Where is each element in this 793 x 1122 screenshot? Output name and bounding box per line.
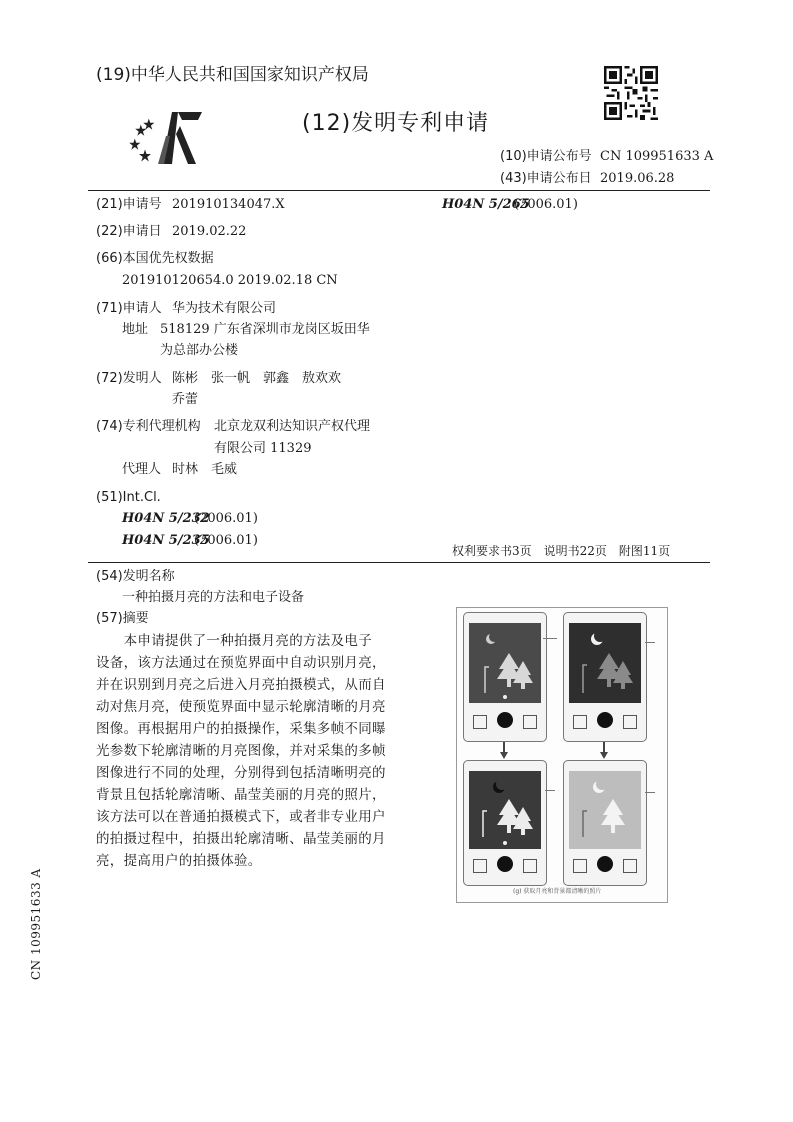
- switch-camera-icon[interactable]: [523, 859, 537, 873]
- shutter-button-icon[interactable]: [497, 856, 513, 872]
- invention-title-label: (54)发明名称: [96, 569, 175, 584]
- gallery-icon[interactable]: [473, 715, 487, 729]
- tree-icon: [497, 799, 533, 835]
- tree-icon: [597, 653, 633, 689]
- inventors-line-1: 陈彬 张一帆 郭鑫 敖欢欢: [172, 371, 342, 386]
- lamp-post-icon: [583, 811, 587, 837]
- int-cl-2-version: (2006.01): [194, 533, 258, 548]
- shutter-button-icon[interactable]: [597, 712, 613, 728]
- qr-code-icon: [604, 66, 658, 120]
- header-divider: [88, 190, 710, 191]
- agency-label: (74)专利代理机构: [96, 419, 201, 434]
- phone-mockup: [563, 612, 647, 742]
- moon-scene: [569, 623, 641, 703]
- int-cl-label: (51)Int.Cl.: [96, 490, 161, 505]
- switch-camera-icon[interactable]: [523, 715, 537, 729]
- applicant-label: (71)申请人: [96, 301, 162, 316]
- abstract-line: 设备，该方法通过在预览界面中自动识别月亮，: [96, 655, 386, 671]
- camera-preview-screen: [569, 623, 641, 703]
- phone-mockup: [563, 760, 647, 886]
- switch-camera-icon[interactable]: [623, 859, 637, 873]
- abstract-line: 背景且包括轮廓清晰、晶莹美丽的月亮的照片，: [96, 787, 386, 803]
- invention-title: 一种拍摄月亮的方法和电子设备: [122, 590, 305, 605]
- shutter-button-icon[interactable]: [597, 856, 613, 872]
- agent-label: 代理人: [122, 462, 162, 477]
- moon-scene: [469, 623, 541, 703]
- priority-label: (66)本国优先权数据: [96, 251, 214, 266]
- phone-mockup: [463, 760, 547, 886]
- lamp-post-icon: [485, 667, 489, 693]
- int-cl-1-version: (2006.01): [194, 511, 258, 526]
- publication-date-label: (43)申请公布日: [500, 171, 592, 186]
- shutter-button-icon[interactable]: [497, 712, 513, 728]
- callout-line: [543, 638, 557, 639]
- abstract-line: 本申请提供了一种拍摄月亮的方法及电子: [96, 633, 372, 649]
- gallery-icon[interactable]: [473, 859, 487, 873]
- abstract-line: 动对焦月亮，使预览界面中显示轮廓清晰的月亮: [96, 699, 386, 715]
- document-type-title: (12)发明专利申请: [302, 111, 490, 136]
- phone-mockup: [463, 612, 547, 742]
- camera-controls: [469, 705, 541, 735]
- callout-line: [545, 790, 555, 791]
- agency-line-2: 有限公司 11329: [214, 441, 312, 456]
- abstract-line: 亮，提高用户的拍摄体验。: [96, 853, 262, 869]
- tree-icon: [601, 799, 625, 833]
- abstract-figure: [456, 607, 668, 903]
- ipc-main-version: (2006.01): [514, 197, 578, 212]
- abstract-line: 图像。再根据用户的拍摄操作，采集多帧不同曝: [96, 721, 386, 737]
- address-line-1: 518129 广东省深圳市龙岗区坂田华: [160, 322, 370, 337]
- camera-controls: [569, 849, 641, 879]
- gallery-icon[interactable]: [573, 715, 587, 729]
- gallery-icon[interactable]: [573, 859, 587, 873]
- moon-scene: [569, 771, 641, 849]
- office-name: (19)中华人民共和国国家知识产权局: [96, 65, 369, 85]
- int-cl-1: H04N 5/232: [122, 511, 210, 526]
- tree-icon: [497, 653, 533, 689]
- abstract-label: (57)摘要: [96, 611, 149, 626]
- application-date: 2019.02.22: [172, 224, 247, 239]
- inventors-line-2: 乔蕾: [172, 392, 199, 407]
- flow-arrow-shaft: [603, 742, 605, 752]
- application-number-label: (21)申请号: [96, 197, 162, 212]
- photo-result-screen: [569, 771, 641, 849]
- abstract-text: [96, 630, 386, 872]
- side-publication-number: CN 109951633 A: [29, 868, 43, 980]
- application-date-label: (22)申请日: [96, 224, 162, 239]
- camera-controls: [569, 705, 641, 735]
- int-cl-2: H04N 5/235: [122, 533, 210, 548]
- abstract-line: 的拍摄过程中，拍摄出轮廓清晰、晶莹美丽的月: [96, 831, 386, 847]
- lamp-post-icon: [483, 811, 487, 837]
- moon-scene: [469, 771, 541, 849]
- camera-preview-screen: [469, 623, 541, 703]
- address-label: 地址: [122, 322, 149, 337]
- publication-number-label: (10)申请公布号: [500, 149, 592, 164]
- cnipa-logo-icon: [128, 106, 210, 168]
- lamp-post-icon: [583, 665, 587, 693]
- priority-data: 201910120654.0 2019.02.18 CN: [122, 273, 338, 288]
- agency-line-1: 北京龙双利达知识产权代理: [214, 419, 371, 434]
- flow-arrow-shaft: [503, 742, 505, 752]
- camera-controls: [469, 849, 541, 879]
- abstract-line: 该方法可以在普通拍摄模式下，或者非专业用户: [96, 809, 386, 825]
- callout-line: [645, 642, 655, 643]
- abstract-line: 图像进行不同的处理，分别得到包括清晰明亮的: [96, 765, 386, 781]
- application-number: 201910134047.X: [172, 197, 285, 212]
- publication-date: 2019.06.28: [600, 171, 675, 186]
- abstract-line: 并在识别到月亮之后进入月亮拍摄模式，从而自: [96, 677, 386, 693]
- applicant: 华为技术有限公司: [172, 301, 277, 316]
- page-counts: 权利要求书3页 说明书22页 附图11页: [452, 544, 671, 558]
- publication-number: CN 109951633 A: [600, 149, 714, 164]
- flow-arrow-down: [500, 752, 508, 759]
- abstract-line: 光参数下轮廓清晰的月亮图像，并对采集的多帧: [96, 743, 386, 759]
- callout-line: [645, 792, 655, 793]
- address-line-2: 为总部办公楼: [160, 343, 239, 358]
- agents: 时林 毛威: [172, 462, 238, 477]
- switch-camera-icon[interactable]: [623, 715, 637, 729]
- ipc-main-class: H04N 5/265: [442, 197, 530, 212]
- inventors-label: (72)发明人: [96, 371, 162, 386]
- flow-arrow-down: [600, 752, 608, 759]
- camera-preview-screen: [469, 771, 541, 849]
- figure-caption: (g) 获取月亮和背景都清晰的照片: [513, 888, 602, 895]
- biblio-divider: [88, 562, 710, 563]
